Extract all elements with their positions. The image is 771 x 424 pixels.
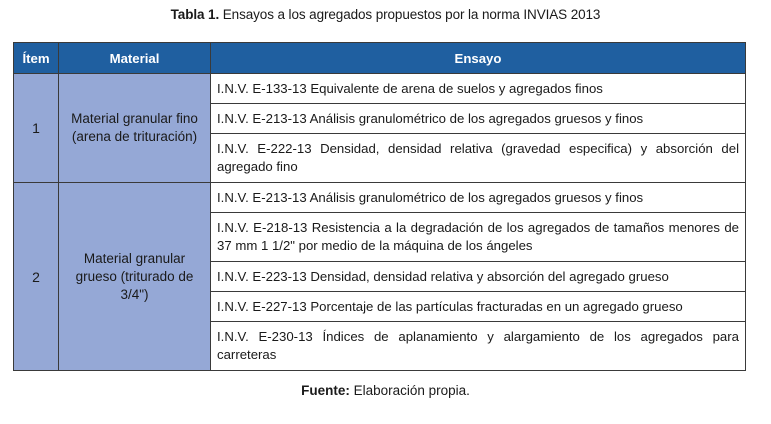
ensayo-cell: I.N.V. E-222-13 Densidad, densidad relativa (gravedad especifica) y absorción del agregado fino <box>211 134 746 183</box>
caption-label: Tabla 1. <box>170 7 220 22</box>
ensayo-cell: I.N.V. E-213-13 Análisis granulométrico de los agregados gruesos y finos <box>211 104 746 134</box>
ensayo-cell: I.N.V. E-133-13 Equivalente de arena de suelos y agregados finos <box>211 74 746 104</box>
ensayo-cell: I.N.V. E-223-13 Densidad, densidad relativa y absorción del agregado grueso <box>211 262 746 292</box>
table-row <box>14 74 746 104</box>
group-material: Material granular fino (arena de trituración) <box>59 74 211 183</box>
ensayo-cell: I.N.V. E-213-13 Análisis granulométrico de los agregados gruesos y finos <box>211 183 746 213</box>
header-item: Ítem <box>14 43 59 74</box>
table-source <box>0 383 771 398</box>
table-caption <box>0 7 771 22</box>
source-label: Fuente: <box>301 383 350 398</box>
ensayo-cell: I.N.V. E-227-13 Porcentaje de las partículas fracturadas en un agregado grueso <box>211 292 746 322</box>
table-header-row <box>14 43 746 74</box>
header-ensayo: Ensayo <box>211 43 746 74</box>
source-text: Elaboración propia. <box>353 383 470 398</box>
group-material: Material granular grueso (triturado de 3/4") <box>59 183 211 371</box>
ensayo-cell: I.N.V. E-218-13 Resistencia a la degradación de los agregados de tamaños menores de 37 mm 1 1/2" por medio de la máquina de los ángeles <box>211 213 746 262</box>
tests-table <box>13 42 746 371</box>
table-row <box>14 183 746 213</box>
header-material: Material <box>59 43 211 74</box>
ensayo-cell: I.N.V. E-230-13 Índices de aplanamiento y alargamiento de los agregados para carreteras <box>211 322 746 371</box>
caption-text: Ensayos a los agregados propuestos por la norma INVIAS 2013 <box>222 7 601 22</box>
group-item-number: 1 <box>14 74 59 183</box>
group-item-number: 2 <box>14 183 59 371</box>
